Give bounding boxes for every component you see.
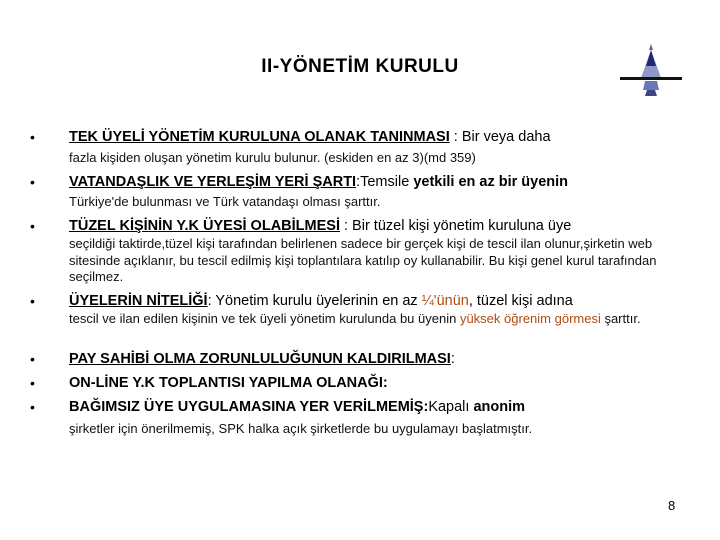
page-number: 8 bbox=[668, 498, 676, 513]
balance-scale-icon bbox=[620, 44, 682, 96]
page-title: II-YÖNETİM KURULU bbox=[261, 56, 459, 77]
bullet: • bbox=[30, 351, 35, 367]
bullet: • bbox=[30, 375, 35, 391]
continuation-tail-text: şarttır. bbox=[600, 311, 641, 326]
item-heading: TEK ÜYELİ YÖNETİM KURULUNA OLANAK TANINMASI bbox=[69, 129, 450, 145]
item-heading-tail: : Yönetim kurulu üyelerinin en az bbox=[207, 293, 422, 309]
bullet: • bbox=[30, 293, 35, 309]
item-heading: VATANDAŞLIK VE YERLEŞİM YERİ ŞARTI bbox=[69, 174, 357, 190]
item-continuation: seçildiği taktirde,tüzel kişi tarafından belirlenen sadece bir gerçek kişi de tescil ilan olunur,şirketin web sitesinde açıklanır, bu tescil edilmiş kişi toplantılara katılıp oy kullanabilir. Bu kişi genel kurul tarafından seçilmez. bbox=[69, 236, 657, 284]
item-heading: ON-LİNE Y.K TOPLANTISI YAPILMA OLANAĞI: bbox=[69, 375, 388, 391]
continuation-red-text: yüksek öğrenim görmesi bbox=[459, 311, 601, 326]
bullet: • bbox=[30, 174, 35, 190]
item-continuation: Türkiye'de bulunması ve Türk vatandaşı olması şarttır. bbox=[69, 194, 381, 209]
bullet: • bbox=[30, 399, 35, 415]
item-heading: ÜYELERİN NİTELİĞİ bbox=[69, 293, 208, 309]
item-heading-tail: : Bir veya daha bbox=[449, 129, 551, 145]
item-heading-tail: : Bir tüzel kişi yönetim kuruluna üye bbox=[339, 218, 572, 234]
item-heading-tail: :Temsile bbox=[356, 174, 414, 190]
item-heading-tail-bold: anonim bbox=[473, 399, 526, 415]
bullet: • bbox=[30, 218, 35, 234]
item-heading-tail: : bbox=[450, 351, 455, 367]
item-heading-tail-2: , tüzel kişi adına bbox=[468, 293, 573, 309]
item-heading: BAĞIMSIZ ÜYE UYGULAMASINA YER VERİLMEMİŞ: bbox=[69, 399, 429, 415]
item-continuation: fazla kişiden oluşan yönetim kurulu bulunur. (eskiden en az 3)(md 359) bbox=[69, 150, 476, 165]
item-heading-tail-red: ¼'ünün bbox=[421, 293, 469, 309]
continuation-text: tescil ve ilan edilen kişinin ve tek üyeli yönetim kurulunda bu üyenin bbox=[69, 311, 460, 326]
item-heading: TÜZEL KİŞİNİN Y.K ÜYESİ OLABİLMESİ bbox=[69, 218, 340, 234]
item-heading-tail: Kapalı bbox=[428, 399, 474, 415]
item-heading: PAY SAHİBİ OLMA ZORUNLULUĞUNUN KALDIRILMASI bbox=[69, 351, 451, 367]
item-continuation bbox=[69, 311, 684, 328]
item-continuation: şirketler için önerilmemiş, SPK halka açık şirketlerde bu uygulamayı başlatmıştır. bbox=[69, 421, 533, 436]
bullet: • bbox=[30, 129, 35, 145]
item-heading-tail-bold: yetkili en az bir üyenin bbox=[413, 174, 569, 190]
